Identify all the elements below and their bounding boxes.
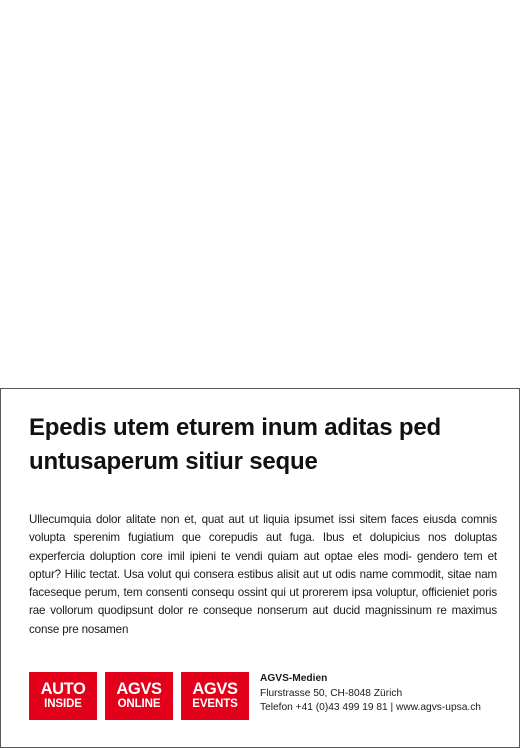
logo-line2: ONLINE — [117, 698, 161, 710]
contact-phone-web[interactable]: Telefon +41 (0)43 499 19 81 | www.agvs-upsa.ch — [260, 702, 481, 713]
contact-block — [260, 672, 481, 716]
card-body-text: Ullecumquia dolor alitate non et, quat aut ut liquia ipsumet issi sitem faces eiusda comnis volupta sperenim fugiatium que corepudis aut fuga. Ibus et dolupicius nos doluptas experfercia doluption core imil ipieni te vendi quiam aut optae eles modi- gendero tem et optur? Hilic tectat. Usa volut qui consera estibus alisit aut ut odis name commodit, sitae nam faceseque perum, tem consenti consequ ossint qui ut prorerem ipsa voluptur, officieniet poris rae vollorum quodipsunt dolor re conseque nonserum aut ducid magnissinum re maximus conse pre nosamen — [29, 513, 497, 636]
contact-address: Flurstrasse 50, CH-8048 Zürich — [260, 687, 403, 699]
logo-line1: AGVS — [116, 680, 162, 698]
auto-inside-logo[interactable] — [29, 672, 97, 720]
agvs-events-logo[interactable] — [181, 672, 249, 720]
info-card — [0, 388, 520, 748]
card-headline: Epedis utem eturem inum aditas ped untusaperum sitiur seque — [29, 414, 441, 475]
agvs-online-logo[interactable] — [105, 672, 173, 720]
logo-row — [29, 672, 249, 720]
contact-name: AGVS-Medien — [260, 673, 328, 684]
logo-line2: INSIDE — [44, 698, 82, 710]
logo-line1: AUTO — [40, 680, 86, 698]
logo-line2: EVENTS — [192, 698, 238, 710]
logo-line1: AGVS — [192, 680, 238, 698]
